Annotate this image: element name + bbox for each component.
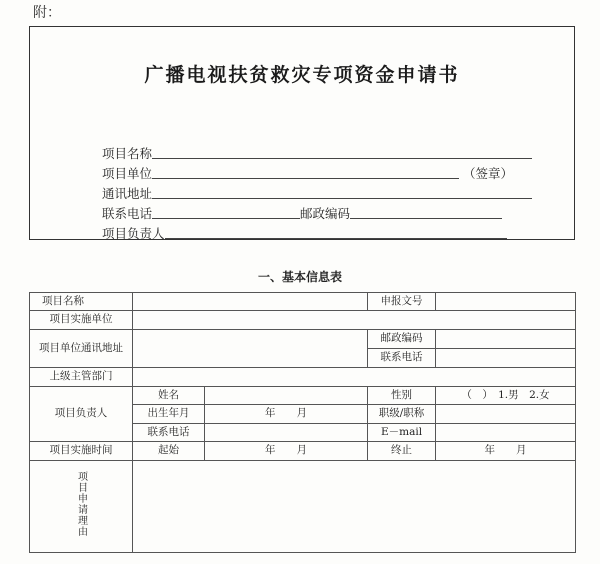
section-title: 一、基本信息表 xyxy=(257,270,342,284)
postal-blank[interactable] xyxy=(350,217,502,219)
document-title: 广播电视扶贫救灾专项资金申请书 xyxy=(144,64,460,86)
name-field[interactable] xyxy=(205,387,368,405)
project-name-field[interactable] xyxy=(133,293,368,311)
end-label: 终止 xyxy=(368,442,436,461)
project-name-blank[interactable] xyxy=(152,157,532,159)
project-name-label: 项目名称 xyxy=(102,146,153,161)
contact-phone-field[interactable] xyxy=(205,424,368,442)
end-field[interactable]: 年 月 xyxy=(436,442,576,461)
responsible-line xyxy=(102,223,507,242)
postal-label: 邮政编码 xyxy=(300,206,351,221)
title-label: 职级/职称 xyxy=(368,405,436,424)
responsible-blank[interactable] xyxy=(165,237,507,239)
email-field[interactable] xyxy=(436,424,576,442)
project-unit-label: 项目单位 xyxy=(102,166,153,181)
start-field[interactable]: 年 月 xyxy=(205,442,368,461)
supervisor-label: 上级主管部门 xyxy=(30,368,133,387)
title-field[interactable] xyxy=(436,405,576,424)
phone-label: 联系电话 xyxy=(102,206,153,221)
postal-code-field[interactable] xyxy=(436,330,576,349)
impl-unit-label: 项目实施单位 xyxy=(30,311,133,330)
responsible-label: 项目负责人 xyxy=(30,387,133,442)
email-label: E－mail xyxy=(368,424,436,442)
gender-options[interactable]: （ ） 1.男 2.女 xyxy=(436,387,576,405)
unit-address-label: 项目单位通讯地址 xyxy=(30,330,133,368)
birth-field[interactable]: 年 月 xyxy=(205,405,368,424)
report-number-field[interactable] xyxy=(436,293,576,311)
phone-label: 联系电话 xyxy=(368,349,436,368)
project-name-line xyxy=(102,143,532,162)
start-label: 起始 xyxy=(133,442,205,461)
phone-field[interactable] xyxy=(436,349,576,368)
supervisor-field[interactable] xyxy=(133,368,576,387)
signature-label: （签章） xyxy=(463,166,514,181)
reason-label-cell xyxy=(30,461,133,553)
basic-info-table xyxy=(29,292,576,553)
gender-label: 性别 xyxy=(368,387,436,405)
phone-blank[interactable] xyxy=(152,217,300,219)
project-unit-line xyxy=(102,163,513,182)
reason-label: 项目申请理由 xyxy=(75,471,87,537)
postal-code-label: 邮政编码 xyxy=(368,330,436,349)
attachment-label: 附： xyxy=(33,5,61,21)
contact-phone-label: 联系电话 xyxy=(133,424,205,442)
reason-field[interactable] xyxy=(133,461,576,553)
impl-time-label: 项目实施时间 xyxy=(30,442,133,461)
birth-label: 出生年月 xyxy=(133,405,205,424)
phone-postal-line xyxy=(102,203,502,222)
impl-unit-field[interactable] xyxy=(133,311,576,330)
address-line xyxy=(102,183,532,202)
cover-page xyxy=(29,26,575,240)
name-label: 姓名 xyxy=(133,387,205,405)
report-number-label: 申报文号 xyxy=(368,293,436,311)
project-unit-blank[interactable] xyxy=(152,177,459,179)
responsible-label: 项目负责人 xyxy=(102,226,165,241)
unit-address-field[interactable] xyxy=(133,330,368,368)
address-blank[interactable] xyxy=(152,197,532,199)
project-name-label: 项目名称 xyxy=(30,293,133,311)
address-label: 通讯地址 xyxy=(102,186,153,201)
